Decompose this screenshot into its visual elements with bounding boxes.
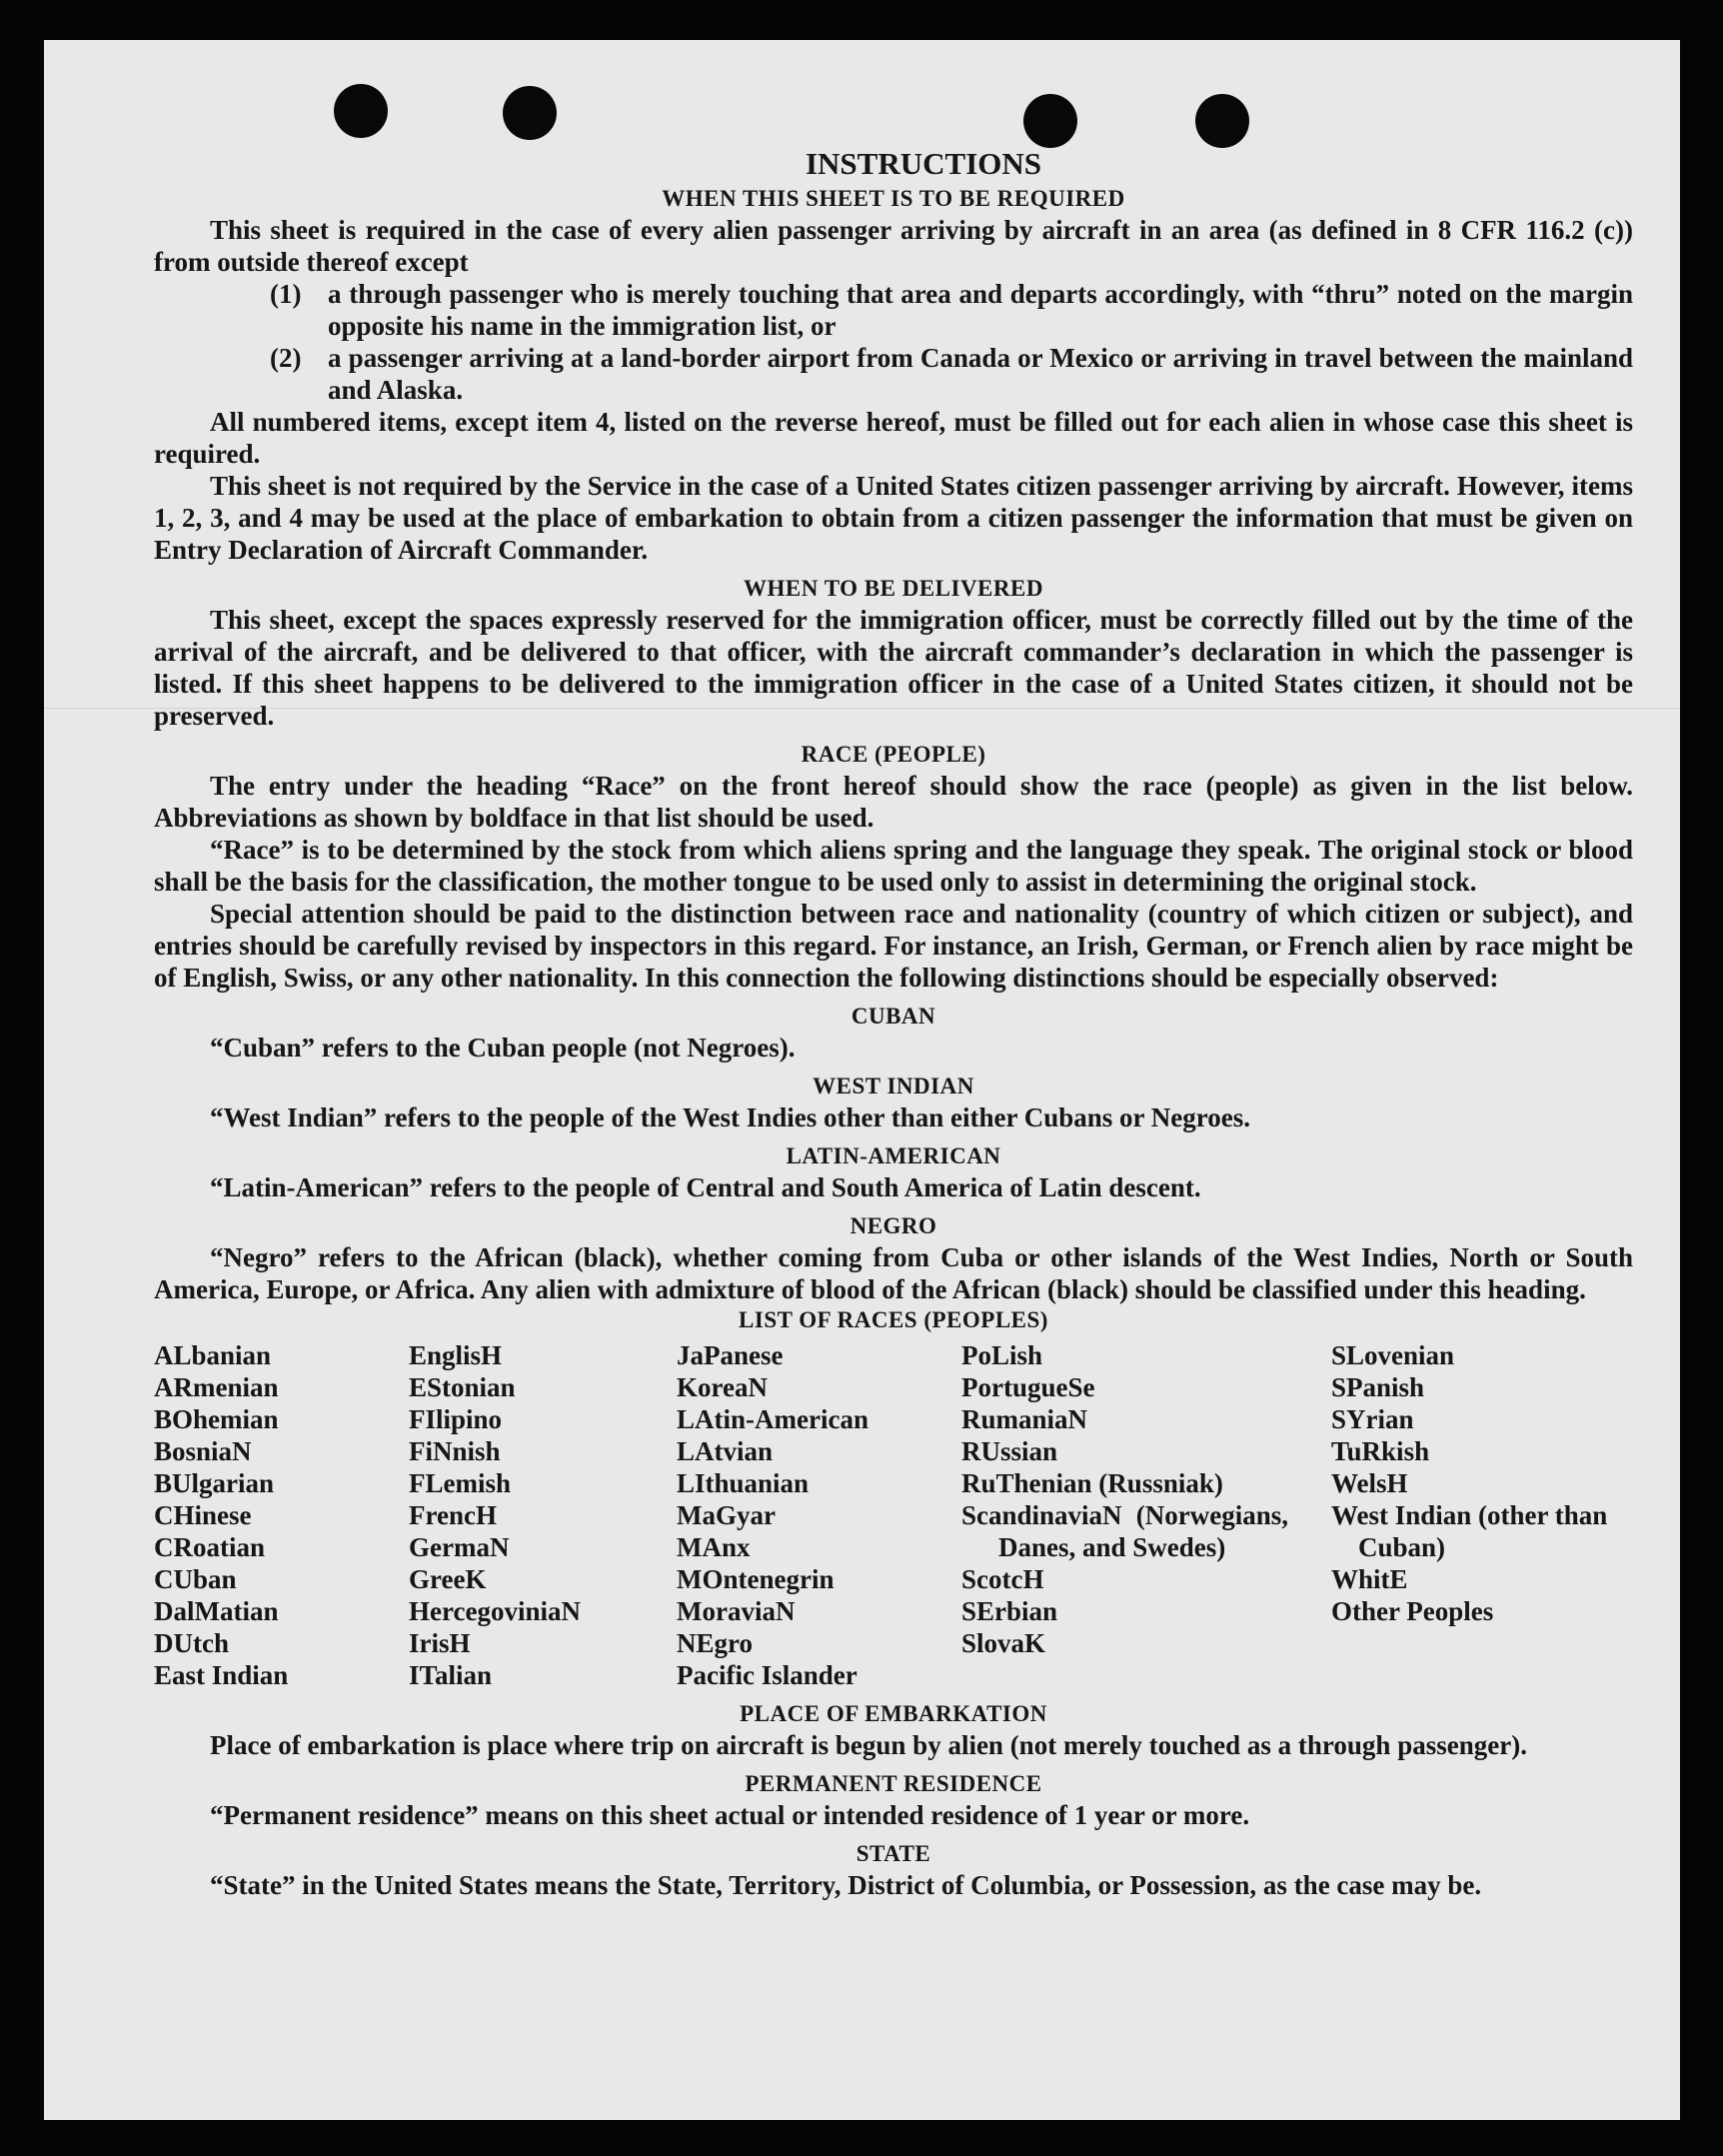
race-entry: SlovaK xyxy=(961,1628,1046,1658)
race-entry: ITalian xyxy=(409,1660,493,1690)
race-entry: LAtvian xyxy=(677,1436,774,1466)
race-entry: ARmenian xyxy=(154,1372,279,1402)
exception-text: a passenger arriving at a land-border airport from Canada or Mexico or arriving in travel between the mainland and Alaska. xyxy=(328,343,1633,405)
race-entry: BosniaN xyxy=(154,1436,252,1466)
race-entry: FiNnish xyxy=(409,1436,501,1466)
exception-item xyxy=(270,342,1633,406)
paragraph-west-indian: “West Indian” refers to the people of the West Indies other than either Cubans or Negroes. xyxy=(210,1102,1251,1132)
races-list xyxy=(154,1339,1633,1691)
paragraph-race-nationality: Special attention should be paid to the distinction between race and nationality (country of which citizen or subject), and entries should be carefully revised by inspectors in this regard. For instance, an Irish, German, or French alien by race might be of English, Swiss, or any other nationality. In this connection the following distinctions should be especially observed: xyxy=(154,899,1633,993)
race-entry: LAtin-American xyxy=(677,1404,868,1434)
race-entry: DUtch xyxy=(154,1628,229,1658)
races-column-4 xyxy=(961,1339,1331,1691)
race-entry: MOntenegrin xyxy=(677,1564,835,1594)
race-entry: PoLish xyxy=(961,1340,1043,1370)
section-heading-west-indian: WEST INDIAN xyxy=(813,1074,974,1098)
section-heading-state: STATE xyxy=(856,1841,931,1866)
paragraph-latin-american: “Latin-American” refers to the people of Central and South America of Latin descent. xyxy=(210,1172,1201,1202)
section-heading-latin-american: LATIN-AMERICAN xyxy=(786,1143,1001,1168)
race-entry: SYrian xyxy=(1331,1404,1414,1434)
race-entry: EnglisH xyxy=(409,1340,503,1370)
race-entry: MaGyar xyxy=(677,1500,776,1530)
section-heading-permanent-residence: PERMANENT RESIDENCE xyxy=(745,1771,1042,1796)
exception-number: (1) xyxy=(270,279,302,309)
race-entry: SPanish xyxy=(1331,1372,1425,1402)
race-entry: FrencH xyxy=(409,1500,497,1530)
race-entry: SErbian xyxy=(961,1596,1058,1626)
race-entry: LIthuanian xyxy=(677,1468,810,1498)
race-entry: WelsH xyxy=(1331,1468,1408,1498)
punch-hole xyxy=(503,86,557,140)
paragraph-permanent-residence: “Permanent residence” means on this sheet actual or intended residence of 1 year or more. xyxy=(210,1800,1250,1830)
punch-hole xyxy=(1023,94,1077,148)
paragraph-negro: “Negro” refers to the African (black), whether coming from Cuba or other islands of the West Indies, North or South America, Europe, or Africa. Any alien with admixture of blood of the African (black) should be classified under this heading. xyxy=(154,1242,1633,1304)
paragraph-race-stock: “Race” is to be determined by the stock from which aliens spring and the language they speak. The original stock or blood shall be the basis for the classification, the mother tongue to be used only to assist in determining the original stock. xyxy=(154,835,1633,897)
race-entry: NEgro xyxy=(677,1628,754,1658)
race-entry: BOhemian xyxy=(154,1404,279,1434)
race-entry: CRoatian xyxy=(154,1532,266,1562)
race-entry: BUlgarian xyxy=(154,1468,275,1498)
race-entry: RumaniaN xyxy=(961,1404,1088,1434)
race-entry: IrisH xyxy=(409,1628,471,1658)
instructions-body xyxy=(154,144,1633,1901)
page-title: INSTRUCTIONS xyxy=(805,146,1041,181)
race-entry: FLemish xyxy=(409,1468,512,1498)
race-entry: TuRkish xyxy=(1331,1436,1430,1466)
race-entry: DalMatian xyxy=(154,1596,279,1626)
race-entry: RUssian xyxy=(961,1436,1058,1466)
race-entry: JaPanese xyxy=(677,1340,784,1370)
races-column-5 xyxy=(1331,1339,1631,1691)
race-entry: GreeK xyxy=(409,1564,487,1594)
section-heading-race: RACE (PEOPLE) xyxy=(801,742,986,767)
race-entry: ALbanian xyxy=(154,1340,272,1370)
race-entry: ScandinaviaN (Norwegians, Danes, and Swedes) xyxy=(961,1500,1288,1562)
race-entry: Pacific Islander xyxy=(677,1660,858,1690)
race-entry: ScotcH xyxy=(961,1564,1044,1594)
race-entry: East Indian xyxy=(154,1660,289,1690)
paragraph-delivery: This sheet, except the spaces expressly reserved for the immigration officer, must be correctly filled out by the time of the arrival of the aircraft, and be delivered to that officer, with the aircraft commander’s declaration in which the passenger is listed. If this sheet happens to be delivered to the immigration officer in the case of a United States citizen, it should not be preserved. xyxy=(154,605,1633,731)
race-entry: MAnx xyxy=(677,1532,751,1562)
section-heading-list-of-races: LIST OF RACES (PEOPLES) xyxy=(739,1307,1048,1332)
paragraph-cuban: “Cuban” refers to the Cuban people (not Negroes). xyxy=(210,1033,796,1063)
races-column-1 xyxy=(154,1339,409,1691)
race-entry: West Indian (other than Cuban) xyxy=(1331,1500,1608,1562)
paragraph-numbered-items: All numbered items, except item 4, listed on the reverse hereof, must be filled out for each alien in whose case this sheet is required. xyxy=(154,407,1633,469)
punch-hole xyxy=(334,84,388,138)
paragraph-citizen: This sheet is not required by the Service in the case of a United States citizen passenger arriving by aircraft. However, items 1, 2, 3, and 4 may be used at the place of embarkation to obtain from a citizen passenger the information that must be given on Entry Declaration of Aircraft Commander. xyxy=(154,471,1633,565)
exception-number: (2) xyxy=(270,343,302,373)
paragraph-state: “State” in the United States means the State, Territory, District of Columbia, or Possession, as the case may be. xyxy=(210,1870,1482,1900)
race-entry: RuThenian (Russniak) xyxy=(961,1468,1223,1498)
section-heading-when-delivered: WHEN TO BE DELIVERED xyxy=(744,576,1043,601)
exception-text: a through passenger who is merely touching that area and departs accordingly, with “thru” noted on the margin opposite his name in the immigration list, or xyxy=(328,279,1633,341)
race-entry: EStonian xyxy=(409,1372,516,1402)
section-heading-negro: NEGRO xyxy=(850,1213,937,1238)
races-column-3 xyxy=(677,1339,961,1691)
paragraph-embarkation: Place of embarkation is place where trip on aircraft is begun by alien (not merely touched as a through passenger). xyxy=(210,1730,1527,1760)
race-entry: FIlipino xyxy=(409,1404,503,1434)
document-page xyxy=(44,40,1680,2120)
race-entry: Other Peoples xyxy=(1331,1596,1494,1626)
race-entry: GermaN xyxy=(409,1532,510,1562)
race-entry: PortugueSe xyxy=(961,1372,1095,1402)
section-heading-when-required: WHEN THIS SHEET IS TO BE REQUIRED xyxy=(662,186,1125,211)
race-entry: KoreaN xyxy=(677,1372,768,1402)
races-column-2 xyxy=(409,1339,677,1691)
race-entry: SLovenian xyxy=(1331,1340,1455,1370)
exception-item xyxy=(270,278,1633,342)
race-entry: MoraviaN xyxy=(677,1596,796,1626)
paragraph-required-intro: This sheet is required in the case of every alien passenger arriving by aircraft in an area (as defined in 8 CFR 116.2 (c)) from outside thereof except xyxy=(154,215,1633,277)
paragraph-race-entry: The entry under the heading “Race” on the front hereof should show the race (people) as given in the list below. Abbreviations as shown by boldface in that list should be used. xyxy=(154,771,1633,833)
section-heading-cuban: CUBAN xyxy=(851,1004,936,1029)
punch-hole xyxy=(1195,94,1249,148)
section-heading-embarkation: PLACE OF EMBARKATION xyxy=(740,1701,1047,1726)
race-entry: CHinese xyxy=(154,1500,252,1530)
race-entry: WhitE xyxy=(1331,1564,1408,1594)
race-entry: HercegoviniaN xyxy=(409,1596,581,1626)
race-entry: CUban xyxy=(154,1564,237,1594)
